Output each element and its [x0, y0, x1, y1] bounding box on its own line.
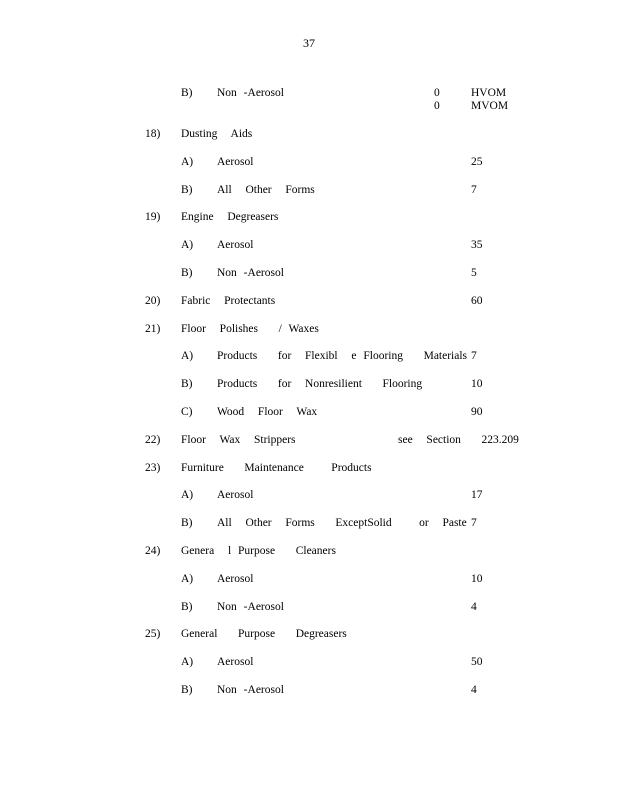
page-number: 37: [303, 36, 315, 50]
item-label: Aerosol: [217, 156, 254, 168]
item-label: Fabric Protectants: [181, 295, 276, 307]
item-letter: B): [181, 184, 193, 196]
list-item: [0, 157, 618, 171]
list-item: [0, 546, 618, 560]
item-label: Non -Aerosol: [217, 601, 284, 613]
list-item: [0, 574, 618, 588]
item-letter: B): [181, 684, 193, 696]
item-value: 35: [471, 239, 483, 251]
list-item: [0, 240, 618, 254]
item-unit: HVOM: [471, 87, 507, 99]
item-label: Aerosol: [217, 656, 254, 668]
list-item: [0, 629, 618, 643]
item-label: Aerosol: [217, 489, 254, 501]
list-item: [0, 463, 618, 477]
item-label: Wood Floor Wax: [217, 406, 318, 418]
item-number: 24): [145, 545, 161, 557]
item-label: Non -Aerosol: [217, 267, 284, 279]
list-item: [0, 324, 618, 338]
item-note: see Section 223.209: [398, 434, 519, 446]
list-item: [0, 101, 618, 115]
item-value: 7: [471, 350, 477, 362]
list-item: [0, 212, 618, 226]
item-value: 90: [471, 406, 483, 418]
item-unit: MVOM: [471, 100, 509, 112]
item-letter: A): [181, 573, 194, 585]
item-number: 20): [145, 295, 161, 307]
list-item: [0, 518, 618, 532]
item-letter: A): [181, 489, 194, 501]
item-letter: B): [181, 517, 193, 529]
item-value: 7: [471, 517, 477, 529]
item-value: 5: [471, 267, 477, 279]
item-value: 4: [471, 601, 477, 613]
item-value: 0: [434, 100, 440, 112]
item-label: Aerosol: [217, 573, 254, 585]
list-item: [0, 268, 618, 282]
item-label: Aerosol: [217, 239, 254, 251]
item-label: Furniture Maintenance Products: [181, 462, 372, 474]
item-value: 7: [471, 184, 477, 196]
item-number: 22): [145, 434, 161, 446]
item-label: Products for Nonresilient Flooring: [217, 378, 423, 390]
item-letter: B): [181, 87, 193, 99]
list-item: [0, 185, 618, 199]
item-label: Floor Wax Strippers: [181, 434, 296, 446]
item-label: General Purpose Degreasers: [181, 628, 347, 640]
item-label: Products for Flexibl e Flooring Materials: [217, 350, 468, 362]
list-item: [0, 88, 618, 102]
item-value: 10: [471, 573, 483, 585]
item-label: All Other Forms ExceptSolid or Paste: [217, 517, 467, 529]
item-value: 50: [471, 656, 483, 668]
item-letter: B): [181, 378, 193, 390]
list-item: [0, 657, 618, 671]
item-letter: A): [181, 156, 194, 168]
item-letter: B): [181, 601, 193, 613]
item-value: 60: [471, 295, 483, 307]
list-item: [0, 685, 618, 699]
list-item: [0, 602, 618, 616]
item-number: 19): [145, 211, 161, 223]
item-letter: A): [181, 239, 194, 251]
list-item: [0, 296, 618, 310]
list-item: [0, 129, 618, 143]
list-item: [0, 435, 618, 449]
item-value: 25: [471, 156, 483, 168]
item-number: 18): [145, 128, 161, 140]
item-label: All Other Forms: [217, 184, 315, 196]
item-letter: B): [181, 267, 193, 279]
item-number: 25): [145, 628, 161, 640]
item-label: Genera l Purpose Cleaners: [181, 545, 336, 557]
item-label: Engine Degreasers: [181, 211, 279, 223]
item-value: 4: [471, 684, 477, 696]
list-item: [0, 490, 618, 504]
item-letter: C): [181, 406, 193, 418]
item-label: Dusting Aids: [181, 128, 253, 140]
list-item: [0, 379, 618, 393]
item-letter: A): [181, 350, 194, 362]
item-letter: A): [181, 656, 194, 668]
list-item: [0, 351, 618, 365]
item-value: 0: [434, 87, 440, 99]
item-value: 17: [471, 489, 483, 501]
item-number: 21): [145, 323, 161, 335]
item-label: Floor Polishes / Waxes: [181, 323, 319, 335]
item-value: 10: [471, 378, 483, 390]
item-label: Non -Aerosol: [217, 87, 284, 99]
item-label: Non -Aerosol: [217, 684, 284, 696]
item-number: 23): [145, 462, 161, 474]
list-item: [0, 407, 618, 421]
